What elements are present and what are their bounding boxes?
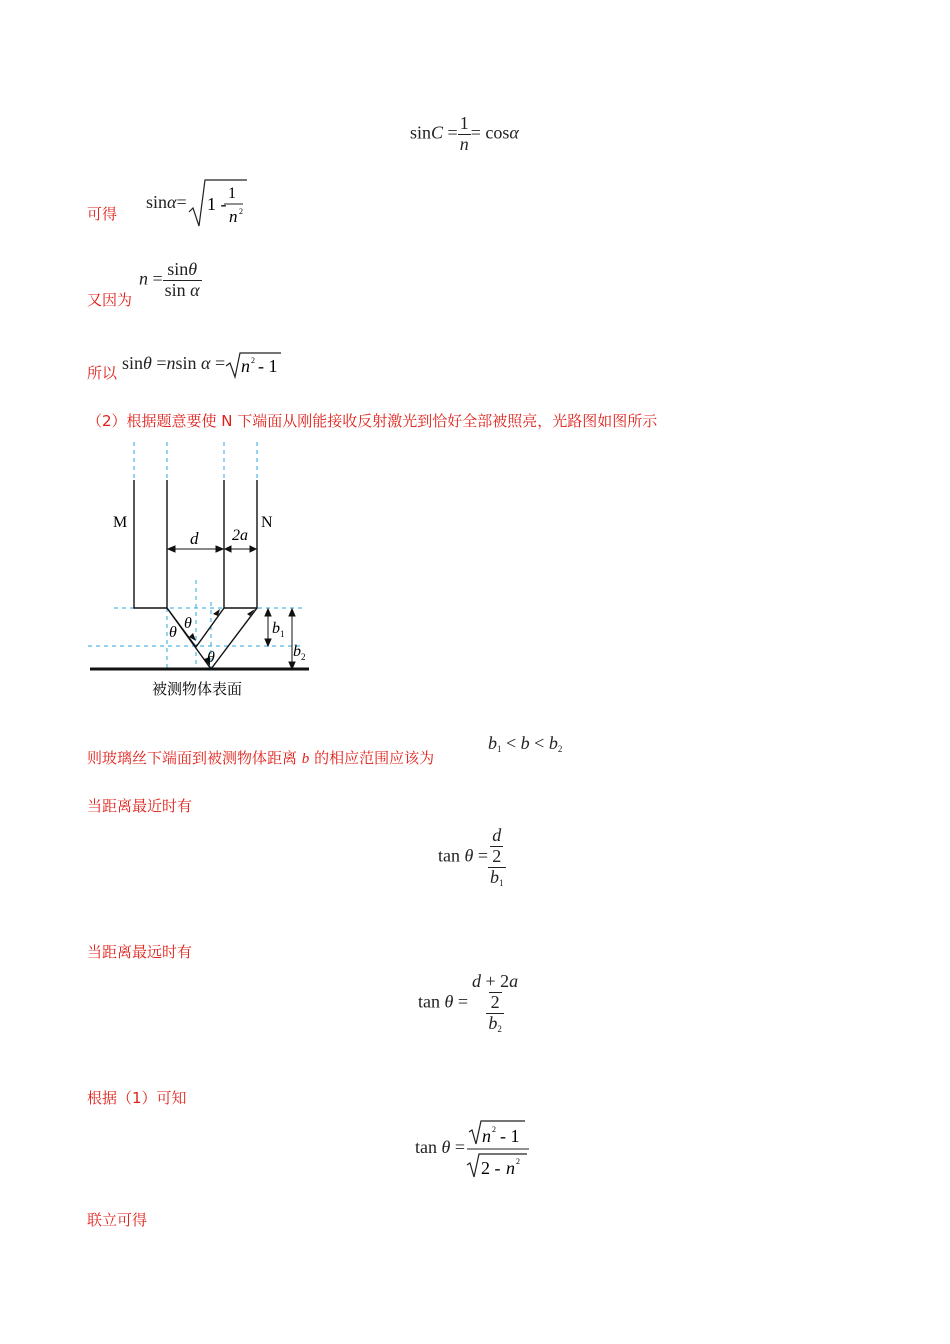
tan-fraction — [465, 1118, 531, 1180]
sqrt-n2-minus-1 — [225, 350, 283, 380]
formula-sinC: sinC = $\frac{1}{n}$ = cosα — [410, 113, 519, 154]
text-range-post: 的相应范围应该为 — [314, 749, 435, 767]
label-b1: $b_1$ — [272, 620, 285, 639]
text-range — [87, 747, 434, 768]
svg-text:n: n — [482, 1126, 491, 1146]
optical-path-diagram — [80, 440, 320, 702]
svg-text:2: 2 — [238, 207, 243, 216]
dimension-b — [265, 609, 295, 669]
dimension-d — [168, 546, 256, 552]
dashed-guides — [88, 442, 303, 670]
svg-text:n: n — [228, 207, 238, 226]
svg-text:n: n — [241, 356, 251, 376]
label-b2: $b_2$ — [293, 643, 306, 662]
label-m: M — [113, 514, 128, 531]
text-range-pre: 则玻璃丝下端面到被测物体距离 — [87, 749, 298, 767]
label-theta-1: θ — [184, 615, 192, 632]
label-theta-2: θ — [169, 624, 177, 641]
text-farthest: 当距离最远时有 — [87, 943, 193, 961]
formula-n-ratio: n = $\frac{\sin\theta}{\text{sin α}}$ — [139, 259, 200, 300]
svg-text:2 -: 2 - — [481, 1158, 501, 1178]
text-combine: 联立可得 — [87, 1211, 148, 1229]
surface-label: 被测物体表面 — [152, 680, 243, 698]
svg-text:- 1: - 1 — [500, 1126, 520, 1146]
text-by-part1: 根据（1）可知 — [87, 1089, 187, 1107]
text-range-var: b — [301, 751, 310, 767]
text-youyinwei: 又因为 — [87, 291, 133, 309]
formula-tan-nearest: tan θ = $\frac{\frac{d}{2}}{b_1}$ — [438, 825, 504, 888]
text-part2: （2）根据题意要使 N 下端面从刚能接收反射激光到恰好全部被照亮，光路图如图所示 — [87, 412, 658, 430]
formula-range: $b_1 < b < b_2$ — [488, 733, 563, 754]
label-2a: 2a — [232, 527, 248, 544]
text-nearest: 当距离最近时有 — [87, 797, 193, 815]
label-n: N — [261, 514, 273, 531]
text-suoyi: 所以 — [87, 364, 118, 382]
svg-text:2: 2 — [516, 1157, 520, 1166]
label-theta-3: θ — [207, 649, 215, 666]
formula-sin-theta: sinθ =nsin α = n 2 - 1 — [122, 350, 283, 380]
formula-tan-farthest: tan θ = $\frac{\frac{d + 2a}{2}}{b_2}$ — [418, 971, 519, 1034]
svg-text:1: 1 — [227, 185, 236, 202]
svg-text:1 -: 1 - — [206, 194, 227, 214]
svg-text:n: n — [506, 1158, 515, 1178]
sqrt-one-minus-inv-n2 — [187, 176, 249, 232]
ray-arrows — [189, 609, 255, 666]
formula-tan-theta: tan θ = n 2 - 1 2 - n 2 — [415, 1118, 531, 1180]
svg-text:- 1: - 1 — [258, 356, 278, 376]
svg-text:2: 2 — [251, 356, 256, 365]
formula-sin-alpha: sinα= 1 - 1 n 2 — [146, 176, 249, 232]
text-keyi: 可得 — [87, 205, 118, 223]
svg-text:2: 2 — [492, 1125, 496, 1134]
label-d: d — [190, 529, 199, 548]
